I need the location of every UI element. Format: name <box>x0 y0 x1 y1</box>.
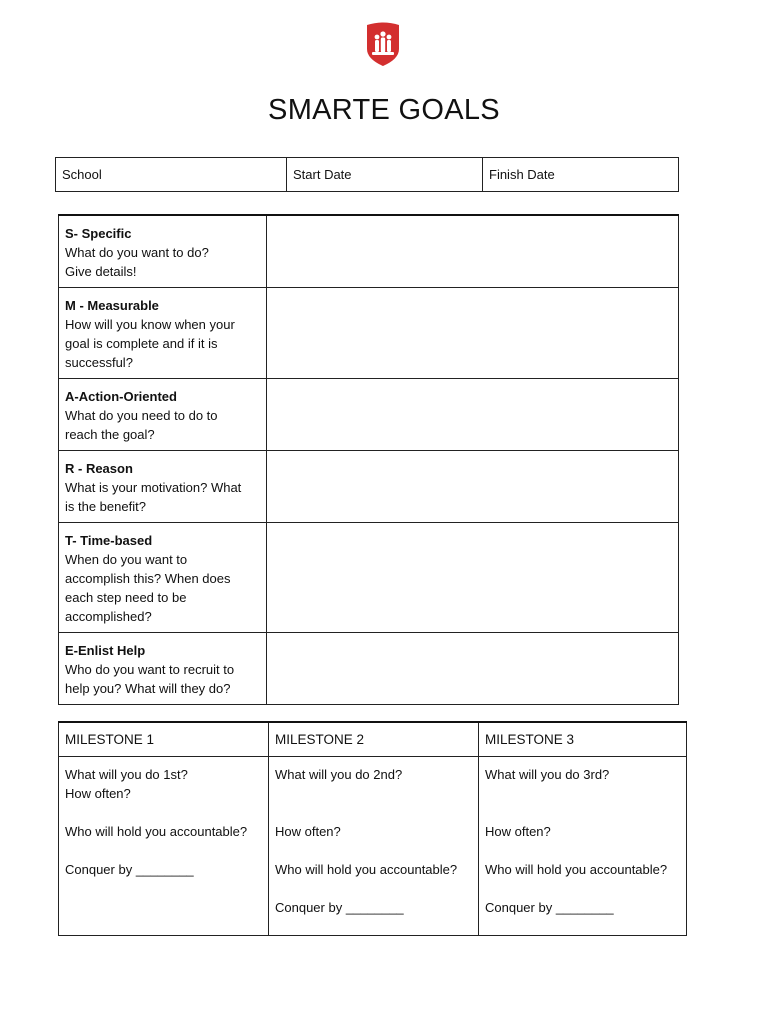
action-oriented-answer[interactable] <box>267 379 679 451</box>
page-title: SMARTE GOALS <box>268 94 500 126</box>
school-field[interactable]: School <box>56 158 287 192</box>
milestone-2-header: MILESTONE 2 <box>269 722 479 757</box>
info-table <box>55 157 679 192</box>
finish-date-field[interactable]: Finish Date <box>483 158 679 192</box>
milestone-1-cell[interactable]: What will you do 1st? How often? Who will hold you accountable? Conquer by ________ <box>59 757 269 936</box>
milestone-3-cell[interactable]: What will you do 3rd? How often? Who will hold you accountable? Conquer by ________ <box>479 757 687 936</box>
reason-answer[interactable] <box>267 451 679 523</box>
shield-logo-icon <box>365 21 401 67</box>
start-date-field[interactable]: Start Date <box>287 158 483 192</box>
smarte-table <box>58 214 679 705</box>
milestone-3-header: MILESTONE 3 <box>479 722 687 757</box>
specific-prompt: S- Specific What do you want to do? Give details! <box>59 215 267 288</box>
action-oriented-prompt: A-Action-Oriented What do you need to do to reach the goal? <box>59 379 267 451</box>
enlist-help-prompt: E-Enlist Help Who do you want to recruit to help you? What will they do? <box>59 633 267 705</box>
milestone-1-header: MILESTONE 1 <box>59 722 269 757</box>
milestones-table <box>58 721 687 936</box>
enlist-help-answer[interactable] <box>267 633 679 705</box>
specific-answer[interactable] <box>267 215 679 288</box>
milestone-2-cell[interactable]: What will you do 2nd? How often? Who will hold you accountable? Conquer by ________ <box>269 757 479 936</box>
reason-prompt: R - Reason What is your motivation? What is the benefit? <box>59 451 267 523</box>
measurable-answer[interactable] <box>267 288 679 379</box>
measurable-prompt: M - Measurable How will you know when your goal is complete and if it is successful? <box>59 288 267 379</box>
time-based-answer[interactable] <box>267 523 679 633</box>
time-based-prompt: T- Time-based When do you want to accomplish this? When does each step need to be accomplished? <box>59 523 267 633</box>
